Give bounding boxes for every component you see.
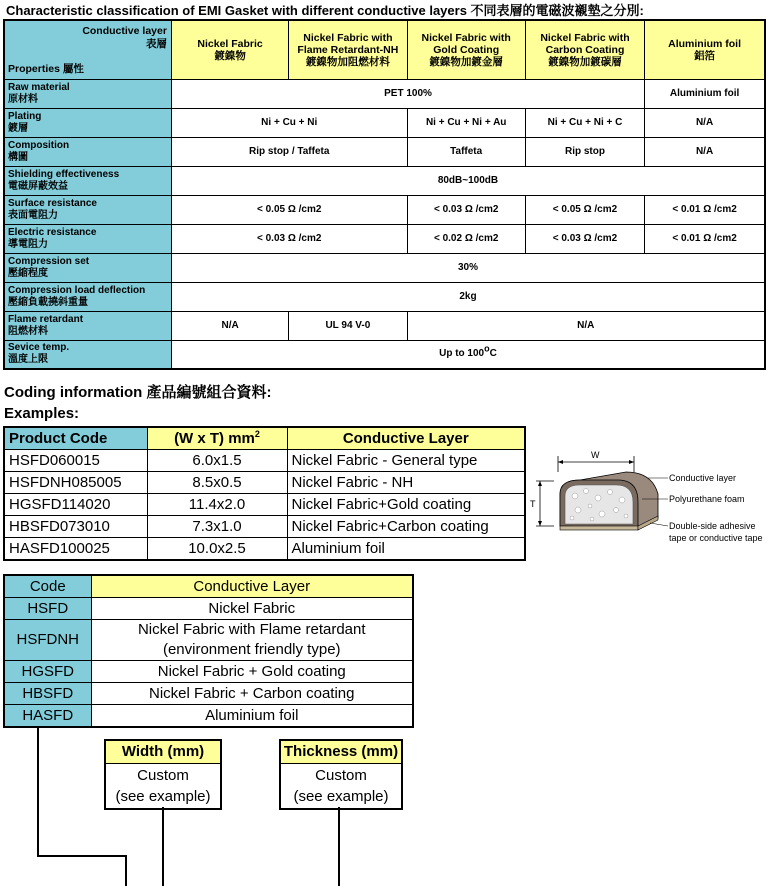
table-corner-header: Conductive layer 表層 Properties 屬性 <box>4 20 171 79</box>
col-aluminium-foil: Aluminium foil 鋁箔 <box>645 20 765 79</box>
examples-table <box>3 426 526 561</box>
tape-label-1: Double-side adhesive <box>669 521 756 531</box>
col-gold-coating: Nickel Fabric with Gold Coating 鍍鎳物加鍍金層 <box>407 20 525 79</box>
row-flame-retardant: Flame retardant 阻燃材料 N/A UL 94 V-0 N/A <box>4 311 765 340</box>
characteristic-table <box>3 19 766 370</box>
t-label: T <box>530 499 536 509</box>
table-row: HSFD Nickel Fabric <box>4 598 413 620</box>
code-connector-horizontal <box>37 855 127 857</box>
table-row: HASFD100025 10.0x2.5 Aluminium foil <box>4 538 525 561</box>
table-row: HSFDNH085005 8.5x0.5 Nickel Fabric - NH <box>4 472 525 494</box>
examples-title: Examples: <box>4 405 80 422</box>
table-row: HGSFD114020 11.4x2.0 Nickel Fabric+Gold coating <box>4 494 525 516</box>
row-compression-set: Compression set 壓縮程度 30% <box>4 253 765 282</box>
foam-label: Polyurethane foam <box>669 494 745 504</box>
header-code: Code <box>4 575 91 598</box>
table-row: HGSFD Nickel Fabric + Gold coating <box>4 661 413 683</box>
table-row: HASFD Aluminium foil <box>4 705 413 728</box>
code-connector-line <box>37 728 39 857</box>
row-compression-load: Compression load deflection 壓縮負載撓斜重量 2kg <box>4 282 765 311</box>
row-surface-resistance: Surface resistance 表面電阻力 < 0.05 Ω /cm2 < 0.03 Ω /cm2 < 0.05 Ω /cm2 < 0.01 Ω /cm2 <box>4 195 765 224</box>
main-title: Characteristic classification of EMI Gasket with different conductive layers 不同表層的電磁波襯墊之分別: <box>6 3 644 18</box>
tape-label-2: tape or conductive tape <box>669 533 763 543</box>
table-row: HBSFD Nickel Fabric + Carbon coating <box>4 683 413 705</box>
col-nickel-fabric-nh: Nickel Fabric with Flame Retardant-NH 鍍鎳物加阻燃材料 <box>289 20 407 79</box>
header-product-code: Product Code <box>4 427 147 450</box>
table-row: HBSFD073010 7.3x1.0 Nickel Fabric+Carbon coating <box>4 516 525 538</box>
thickness-box-title: Thickness (mm) <box>281 741 401 764</box>
conductive-layer-label: Conductive layer <box>669 473 737 483</box>
table-row: HSFD060015 6.0x1.5 Nickel Fabric - General type <box>4 450 525 472</box>
thickness-connector-line <box>338 807 340 886</box>
gasket-cross-section-diagram <box>530 446 773 556</box>
col-carbon-coating: Nickel Fabric with Carbon Coating 鍍鎳物加鍍碳層 <box>525 20 644 79</box>
code-table <box>3 574 414 728</box>
code-connector-drop <box>125 855 127 886</box>
thickness-box: Thickness (mm) Custom (see example) <box>279 739 403 810</box>
header-size: (W x T) $mm^2$ <box>147 427 287 450</box>
col-nickel-fabric: Nickel Fabric 鍍鎳物 <box>171 20 288 79</box>
header-conductive-layer: Conductive Layer <box>287 427 525 450</box>
width-box-title: Width (mm) <box>106 741 220 764</box>
row-plating: Plating 鍍層 Ni + Cu + Ni Ni + Cu + Ni + Au Ni + Cu + Ni + C N/A <box>4 108 765 137</box>
coding-title: Coding information 產品編號組合資料: <box>4 384 272 401</box>
header-code-layer: Conductive Layer <box>91 575 413 598</box>
row-shielding: Shielding effectiveness 電磁屏蔽效益 80dB~100dB <box>4 166 765 195</box>
w-label: W <box>591 450 600 460</box>
row-service-temp: Sevice temp. 溫度上限 Up to 100$^o$C <box>4 340 765 369</box>
row-composition: Composition 構圖 Rip stop / Taffeta Taffeta Rip stop N/A <box>4 137 765 166</box>
width-box: Width (mm) Custom (see example) <box>104 739 222 810</box>
row-electric-resistance: Electric resistance 導電阻力 < 0.03 Ω /cm2 < 0.02 Ω /cm2 < 0.03 Ω /cm2 < 0.01 Ω /cm2 <box>4 224 765 253</box>
width-connector-line <box>162 807 164 886</box>
row-raw-material: Raw material 原材料 PET 100% Aluminium foil <box>4 79 765 108</box>
table-row: HSFDNH Nickel Fabric with Flame retardant (environment friendly type) <box>4 620 413 661</box>
